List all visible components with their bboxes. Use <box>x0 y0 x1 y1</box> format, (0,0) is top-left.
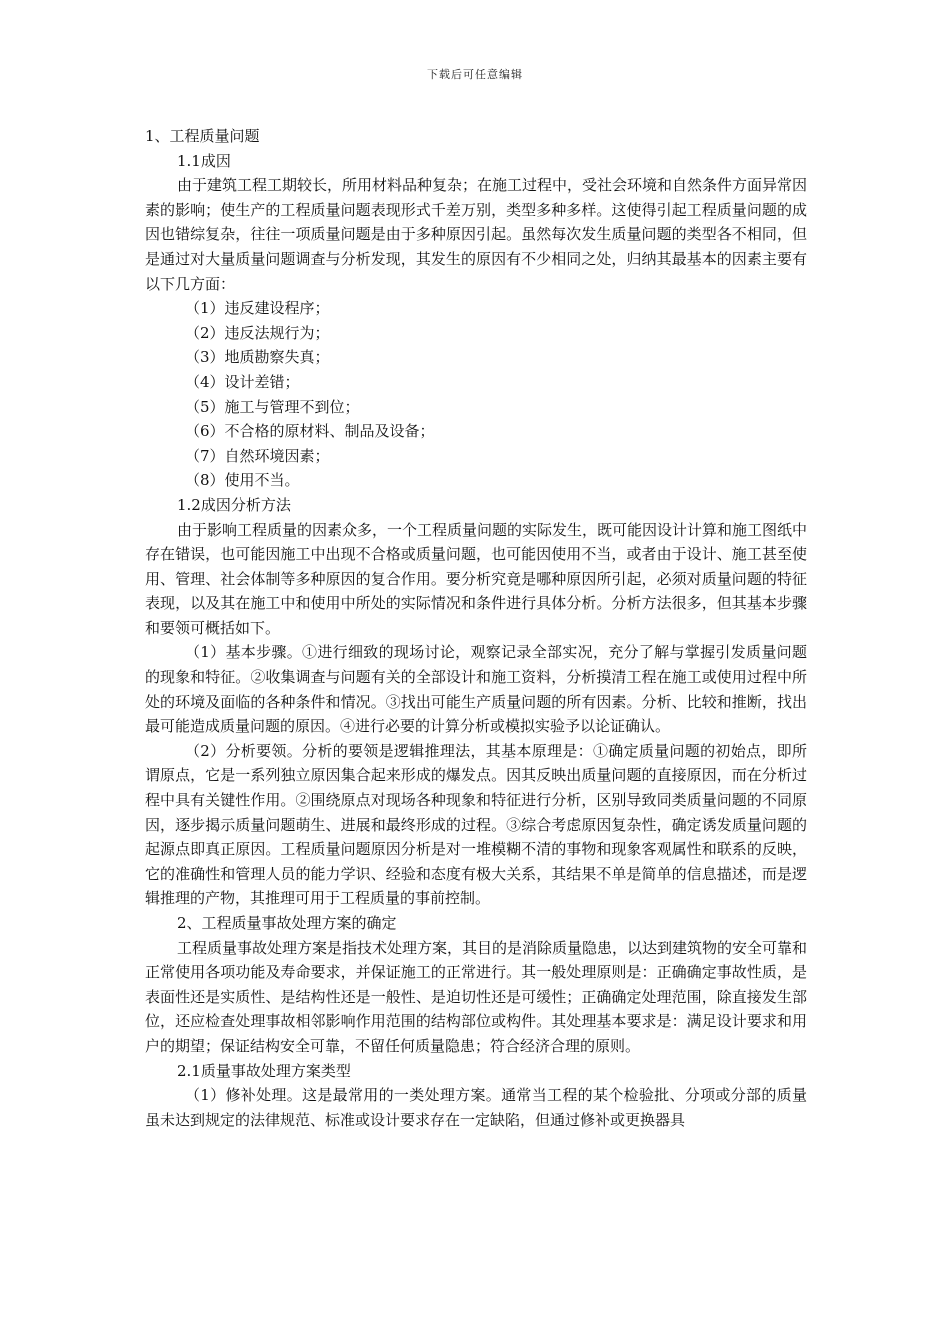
list-item: （6）不合格的原材料、制品及设备； <box>185 422 435 441</box>
section-heading-1: 1、工程质量问题 <box>145 127 260 145</box>
section-heading-2: 2、工程质量事故处理方案的确定 <box>177 914 397 932</box>
list-item: （8）使用不当。 <box>185 471 300 490</box>
section-heading-2-1: 2.1质量事故处理方案类型 <box>177 1061 351 1080</box>
paragraph-analysis-essentials: （2）分析要领。分析的要领是逻辑推理法，其基本原理是：①确定质量问题的初始点，即所谓原点，它是一系列独立原因集合起来形成的爆发点。因其反映出质量问题的直接原因，而在分析过程中具有关键性作用。②围绕原点对现场各种现象和特征进行分析，区别导致同类质量问题的不同原因，逐步揭示质量问题萌生、进展和最终形成的过程。③综合考虑原因复杂性，确定诱发质量问题的起源点即真正原因。工程质量问题原因分析是对一堆模糊不清的事物和现象客观属性和联系的反映，它的准确性和管理人员的能力学识、经验和态度有极大关系，其结果不单是简单的信息描述，而是逻辑推理的产物，其推理可用于工程质量的事前控制。 <box>145 741 807 908</box>
paragraph-analysis-intro: 由于影响工程质量的因素众多，一个工程质量问题的实际发生，既可能因设计计算和施工图纸中存在错误，也可能因施工中出现不合格或质量问题，也可能因使用不当，或者由于设计、施工甚至使用、管理、社会体制等多种原因的复合作用。要分析究竟是哪种原因所引起，必须对质量问题的特征表现，以及其在施工中和使用中所处的实际情况和条件进行具体分析。分析方法很多，但其基本步骤和要领可概括如下。 <box>145 520 808 637</box>
paragraph-basic-steps: （1）基本步骤。①进行细致的现场讨论，观察记录全部实况，充分了解与掌握引发质量问题的现象和特征。②收集调查与问题有关的全部设计和施工资料，分析摸清工程在施工或使用过程中所处的环境及面临的各种条件和情况。③找出可能生产质量问题的所有因素。分析、比较和推断，找出最可能造成质量问题的原因。④进行必要的计算分析或模拟实验予以论证确认。 <box>145 643 807 736</box>
document-body <box>145 124 807 1132</box>
list-item: （4）设计差错； <box>185 372 300 391</box>
paragraph-treatment-plan: 工程质量事故处理方案是指技术处理方案，其目的是消除质量隐患，以达到建筑物的安全可靠和正常使用各项功能及寿命要求，并保证施工的正常进行。其一般处理原则是：正确确定事故性质，是表面性还是实质性、是结构性还是一般性、是迫切性还是可缓性；正确确定处理范围，除直接发生部位，还应检查处理事故相邻影响作用范围的结构部位或构件。其处理基本要求是：满足设计要求和用户的期望；保证结构安全可靠，不留任何质量隐患；符合经济合理的原则。 <box>145 938 808 1055</box>
list-item: （7）自然环境因素； <box>185 446 330 465</box>
page-header: 下载后可任意编辑 <box>427 68 523 81</box>
section-heading-1-1: 1.1成因 <box>177 151 231 170</box>
list-item: （2）违反法规行为； <box>185 323 330 342</box>
section-heading-1-2: 1.2成因分析方法 <box>177 495 291 514</box>
list-item: （5）施工与管理不到位； <box>185 397 360 416</box>
list-item: （1）违反建设程序； <box>185 299 330 318</box>
paragraph-repair-treatment: （1）修补处理。这是最常用的一类处理方案。通常当工程的某个检验批、分项或分部的质量虽未达到规定的法律规范、标准或设计要求存在一定缺陷，但通过修补或更换器具 <box>145 1086 807 1129</box>
paragraph-causes-intro: 由于建筑工程工期较长，所用材料品种复杂；在施工过程中，受社会环境和自然条件方面异常因素的影响；使生产的工程质量问题表现形式千差万别，类型多种多样。这使得引起工程质量问题的成因也错综复杂，往往一项质量问题是由于多种原因引起。虽然每次发生质量问题的类型各不相同，但是通过对大量质量问题调查与分析发现，其发生的原因有不少相同之处，归纳其最基本的因素主要有以下几方面： <box>145 176 808 293</box>
list-item: （3）地质勘察失真； <box>185 348 330 367</box>
